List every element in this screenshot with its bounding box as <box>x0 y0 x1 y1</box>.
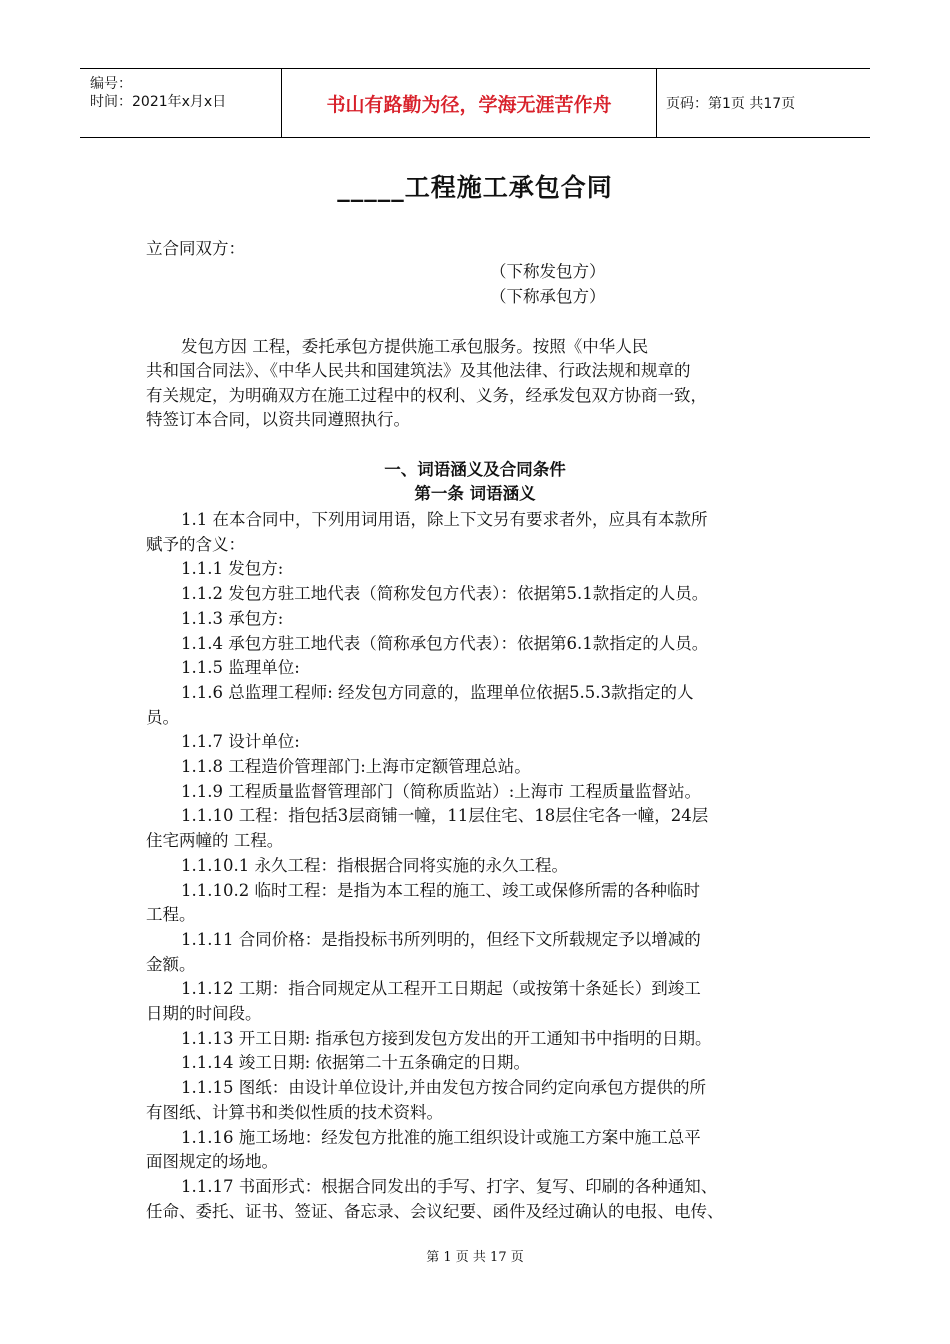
clause-line: 1.1.16 施工场地：经发包方批准的施工组织设计或施工方案中施工总平 <box>181 1128 701 1147</box>
article-heading: 第一条 词语涵义 <box>414 484 536 503</box>
employer-line: （下称发包方） <box>490 262 606 281</box>
clause-line: 1.1.5 监理单位: <box>181 658 300 677</box>
number-label: 编号： <box>90 76 132 92</box>
intro-line: 特签订本合同，以资共同遵照执行。 <box>146 410 410 429</box>
clause-line: 员。 <box>146 708 179 727</box>
clause-line: 任命、委托、证书、签证、备忘录、会议纪要、函件及经过确认的电报、电传、 <box>146 1202 724 1221</box>
clause-line: 1.1.7 设计单位: <box>181 732 300 751</box>
clause-line: 面图规定的场地。 <box>146 1152 278 1171</box>
clause-line: 1.1.10.1 永久工程：指根据合同将实施的永久工程。 <box>181 856 568 875</box>
document-title: _____工程施工承包合同 <box>337 173 613 202</box>
clause-line: 1.1.15 图纸：由设计单位设计,并由发包方按合同约定向承包方提供的所 <box>181 1078 706 1097</box>
clause-line: 1.1.10.2 临时工程：是指为本工程的施工、竣工或保修所需的各种临时 <box>181 881 700 900</box>
page-footer: 第 1 页 共 17 页 <box>426 1250 524 1265</box>
clause-line: 1.1.9 工程质量监督管理部门（简称质监站）:上海市 工程质量监督站。 <box>181 782 702 801</box>
clause-line: 1.1.13 开工日期: 指承包方接到发包方发出的开工通知书中指明的日期。 <box>181 1029 712 1048</box>
clause-line: 住宅两幢的 工程。 <box>146 831 284 850</box>
contractor-line: （下称承包方） <box>490 287 606 306</box>
clause-line: 1.1.3 承包方: <box>181 609 284 628</box>
date-label: 时间：2021年x月x日 <box>90 94 227 110</box>
clause-line: 1.1.12 工期：指合同规定从工程开工日期起（或按第十条延长）到竣工 <box>181 979 701 998</box>
clause-line: 日期的时间段。 <box>146 1004 262 1023</box>
clause-line: 1.1.2 发包方驻工地代表（简称发包方代表）：依据第5.1款指定的人员。 <box>181 584 709 603</box>
clause-line: 1.1.8 工程造价管理部门:上海市定额管理总站。 <box>181 757 531 776</box>
clause-line: 1.1.1 发包方: <box>181 559 284 578</box>
parties-label: 立合同双方： <box>146 239 245 258</box>
intro-line: 有关规定，为明确双方在施工过程中的权利、义务，经承发包双方协商一致， <box>146 386 707 405</box>
clause-line: 1.1.14 竣工日期: 依据第二十五条确定的日期。 <box>181 1053 531 1072</box>
clause-line: 有图纸、计算书和类似性质的技术资料。 <box>146 1103 443 1122</box>
intro-line: 发包方因 工程，委托承包方提供施工承包服务。按照《中华人民 <box>181 337 649 356</box>
clause-line: 1.1.6 总监理工程师: 经发包方同意的，监理单位依据5.5.3款指定的人 <box>181 683 694 702</box>
clause-line: 金额。 <box>146 955 196 974</box>
page-header <box>80 68 870 138</box>
intro-line: 共和国合同法》、《中华人民共和国建筑法》及其他法律、行政法规和规章的 <box>146 361 691 380</box>
section-heading: 一、词语涵义及合同条件 <box>384 460 566 479</box>
clause-line: 1.1 在本合同中，下列用词用语，除上下文另有要求者外，应具有本款所 <box>181 510 708 529</box>
header-motto: 书山有路勤为径，学海无涯苦作舟 <box>282 69 657 137</box>
header-page-info: 页码：第1页 共17页 <box>666 96 796 112</box>
clause-line: 1.1.11 合同价格：是指投标书所列明的，但经下文所载规定予以增减的 <box>181 930 701 949</box>
header-meta-cell <box>80 69 282 137</box>
clause-line: 1.1.17 书面形式：根据合同发出的手写、打字、复写、印刷的各种通知、 <box>181 1177 718 1196</box>
clause-line: 1.1.4 承包方驻工地代表（简称承包方代表）：依据第6.1款指定的人员。 <box>181 634 709 653</box>
clause-line: 工程。 <box>146 905 196 924</box>
clause-line: 1.1.10 工程：指包括3层商铺一幢，11层住宅、18层住宅各一幢，24层 <box>181 806 709 825</box>
clause-line: 赋予的含义： <box>146 535 245 554</box>
